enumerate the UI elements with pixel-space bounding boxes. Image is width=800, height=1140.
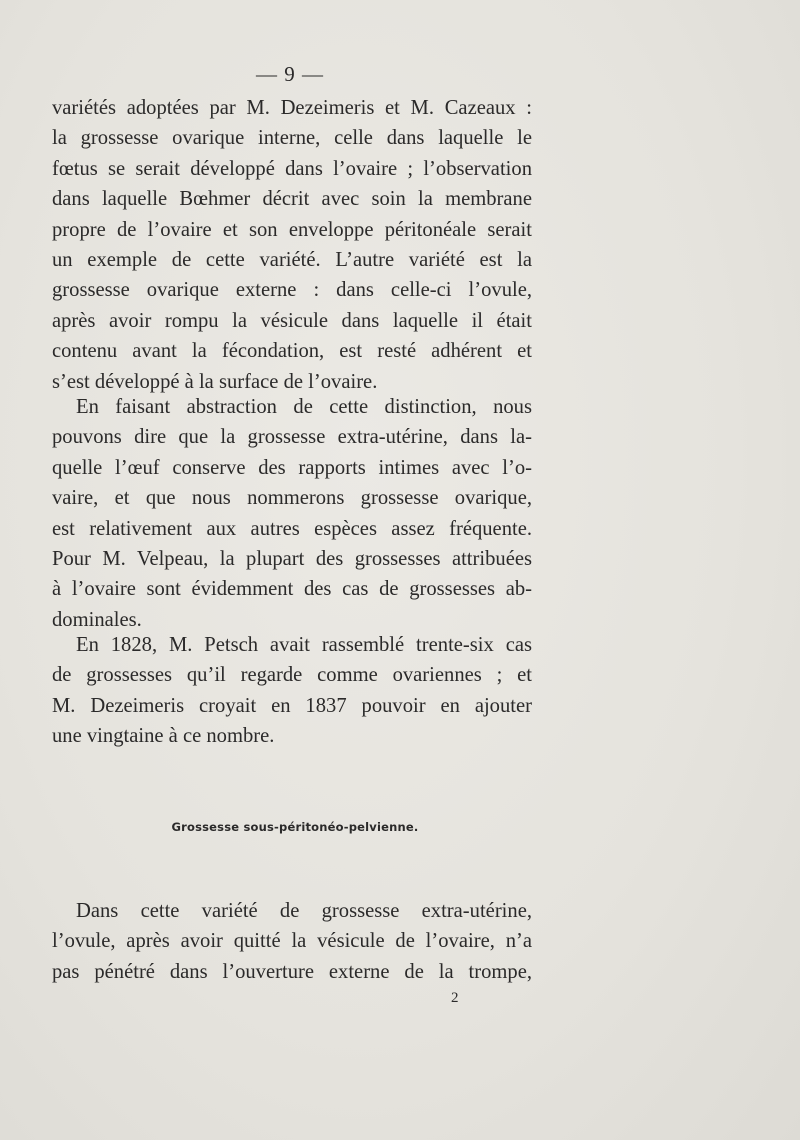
text-line: contenu avant la fécondation, est resté adhérent et bbox=[52, 340, 532, 363]
text-line: grossesse ovarique externe : dans celle-ci l’ovule, bbox=[52, 279, 532, 302]
text-line: M. Dezeimeris croyait en 1837 pouvoir en ajouter bbox=[52, 694, 532, 717]
text-line: la grossesse ovarique interne, celle dans laquelle le bbox=[52, 127, 532, 150]
text-line: Dans cette variété de grossesse extra-utérine, bbox=[76, 900, 532, 922]
section-heading: Grossesse sous-péritonéo-pelvienne. bbox=[171, 820, 419, 834]
text-line: Pour M. Velpeau, la plupart des grossesses attribuées bbox=[52, 547, 532, 570]
text-line: une vingtaine à ce nombre. bbox=[52, 725, 275, 748]
text-line: dominales. bbox=[52, 608, 142, 631]
text-line: à l’ovaire sont évidemment des cas de grossesses ab- bbox=[52, 578, 532, 601]
text-line: fœtus se serait développé dans l’ovaire ; l’observation bbox=[52, 157, 532, 180]
text-line: variétés adoptées par M. Dezeimeris et M. Cazeaux : bbox=[52, 97, 532, 119]
page-number: — 9 — bbox=[256, 62, 324, 86]
text-line: après avoir rompu la vésicule dans laquelle il était bbox=[52, 309, 532, 332]
text-line: En 1828, M. Petsch avait rassemblé trente-six cas bbox=[76, 634, 532, 656]
text-line: quelle l’œuf conserve des rapports intimes avec l’o- bbox=[52, 456, 532, 479]
text-line: de grossesses qu’il regarde comme ovariennes ; et bbox=[52, 664, 532, 687]
text-line: En faisant abstraction de cette distinction, nous bbox=[76, 396, 532, 418]
text-line: vaire, et que nous nommerons grossesse ovarique, bbox=[52, 487, 532, 510]
text-line: dans laquelle Bœhmer décrit avec soin la membrane bbox=[52, 188, 532, 211]
text-line: pas pénétré dans l’ouverture externe de la trompe, bbox=[52, 960, 532, 983]
paragraph-4 bbox=[52, 896, 532, 987]
signature-mark: 2 bbox=[451, 990, 459, 1006]
paragraph-1 bbox=[52, 93, 532, 397]
text-line: s’est développé à la surface de l’ovaire. bbox=[52, 370, 378, 393]
paragraph-3 bbox=[52, 630, 532, 752]
text-line: un exemple de cette variété. L’autre variété est la bbox=[52, 248, 532, 271]
text-line: l’ovule, après avoir quitté la vésicule de l’ovaire, n’a bbox=[52, 930, 532, 953]
text-line: pouvons dire que la grossesse extra-utérine, dans la- bbox=[52, 426, 532, 449]
text-line: propre de l’ovaire et son enveloppe péritonéale serait bbox=[52, 218, 532, 241]
text-line: est relativement aux autres espèces assez fréquente. bbox=[52, 517, 532, 540]
paragraph-2 bbox=[52, 392, 532, 635]
